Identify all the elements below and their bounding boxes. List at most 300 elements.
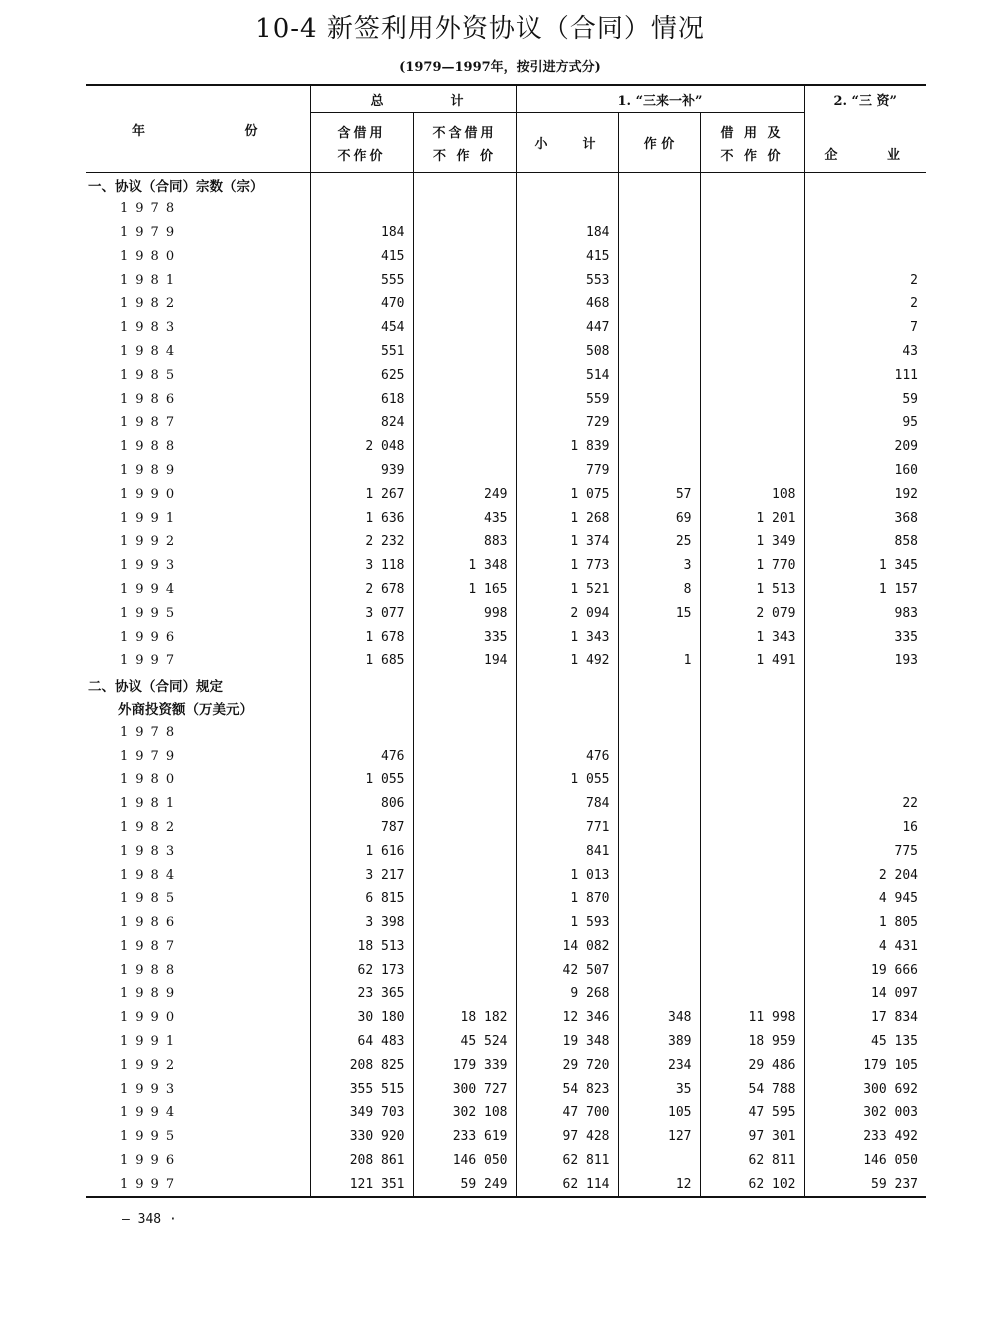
value-cell — [700, 958, 804, 982]
year-cell: 1978 — [120, 201, 182, 217]
value-cell: 559 — [516, 387, 618, 411]
value-cell: 95 — [804, 411, 926, 435]
value-cell — [618, 268, 700, 292]
total-excl-header: 不含借用 不 作 价 — [413, 113, 516, 173]
value-cell — [700, 792, 804, 816]
value-cell: 355 515 — [310, 1077, 413, 1101]
value-cell: 300 692 — [804, 1077, 926, 1101]
value-cell — [700, 982, 804, 1006]
value-cell: 1 805 — [804, 911, 926, 935]
value-cell — [700, 316, 804, 340]
value-cell: 29 486 — [700, 1053, 804, 1077]
value-cell — [413, 839, 516, 863]
value-cell — [413, 340, 516, 364]
value-cell: 12 346 — [516, 1006, 618, 1030]
value-cell — [413, 887, 516, 911]
value-cell: 2 079 — [700, 601, 804, 625]
value-cell: 43 — [804, 340, 926, 364]
value-cell: 2 232 — [310, 530, 413, 554]
table-row — [86, 1077, 926, 1101]
year-cell: 1993 — [120, 1081, 182, 1097]
value-cell: 1 201 — [700, 506, 804, 530]
year-cell: 1995 — [120, 1129, 182, 1145]
value-cell: 97 428 — [516, 1125, 618, 1149]
value-cell: 841 — [516, 839, 618, 863]
year-cell: 1996 — [120, 629, 182, 645]
table-row — [86, 768, 926, 792]
value-cell — [700, 816, 804, 840]
table-row — [86, 982, 926, 1006]
page-title: 10-4 新签利用外资协议（合同）情况 — [255, 14, 705, 44]
value-cell — [804, 768, 926, 792]
value-cell: 62 102 — [700, 1172, 804, 1197]
page-subtitle: (1979—1997年，按引进方式分) — [399, 60, 601, 75]
year-cell: 1983 — [120, 843, 182, 859]
value-cell: 233 492 — [804, 1125, 926, 1149]
value-cell: 9 268 — [516, 982, 618, 1006]
value-cell: 18 513 — [310, 935, 413, 959]
value-cell: 1 013 — [516, 863, 618, 887]
value-cell: 4 945 — [804, 887, 926, 911]
value-cell: 1 616 — [310, 839, 413, 863]
value-cell: 59 237 — [804, 1172, 926, 1197]
value-cell — [700, 887, 804, 911]
value-cell: 939 — [310, 459, 413, 483]
table-row — [86, 221, 926, 245]
value-cell — [413, 982, 516, 1006]
value-cell — [413, 363, 516, 387]
value-cell: 1 685 — [310, 649, 413, 673]
value-cell — [618, 459, 700, 483]
value-cell: 1 839 — [516, 435, 618, 459]
value-cell: 23 365 — [310, 982, 413, 1006]
value-cell: 784 — [516, 792, 618, 816]
section-label: 一、协议（合同）宗数（宗） — [88, 178, 264, 195]
value-cell: 415 — [516, 244, 618, 268]
value-cell — [618, 863, 700, 887]
value-cell — [516, 197, 618, 221]
table-row — [86, 435, 926, 459]
value-cell: 330 920 — [310, 1125, 413, 1149]
value-cell: 348 — [618, 1006, 700, 1030]
value-cell: 335 — [804, 625, 926, 649]
value-cell: 1 593 — [516, 911, 618, 935]
table-row — [86, 935, 926, 959]
value-cell: 193 — [804, 649, 926, 673]
value-cell: 127 — [618, 1125, 700, 1149]
value-cell — [618, 958, 700, 982]
value-cell: 476 — [516, 744, 618, 768]
sanlai-header: 1. “三来一补” — [516, 85, 804, 113]
value-cell: 18 959 — [700, 1030, 804, 1054]
year-cell: 1988 — [120, 962, 182, 978]
value-cell: 19 348 — [516, 1030, 618, 1054]
value-cell: 1 513 — [700, 578, 804, 602]
year-cell: 1984 — [120, 343, 182, 359]
value-cell — [516, 720, 618, 744]
value-cell — [618, 720, 700, 744]
data-table — [86, 84, 926, 1198]
value-cell — [804, 720, 926, 744]
value-cell: 15 — [618, 601, 700, 625]
value-cell: 476 — [310, 744, 413, 768]
value-cell: 146 050 — [804, 1149, 926, 1173]
value-cell: 349 703 — [310, 1101, 413, 1125]
table-row — [86, 1149, 926, 1173]
value-cell: 6 815 — [310, 887, 413, 911]
value-cell: 108 — [700, 482, 804, 506]
table-row — [86, 625, 926, 649]
year-cell: 1980 — [120, 772, 182, 788]
value-cell: 368 — [804, 506, 926, 530]
table-row — [86, 316, 926, 340]
value-cell — [618, 816, 700, 840]
year-cell: 1994 — [120, 581, 182, 597]
value-cell — [618, 982, 700, 1006]
value-cell: 2 048 — [310, 435, 413, 459]
table-row — [86, 816, 926, 840]
value-cell: 57 — [618, 482, 700, 506]
year-cell: 1993 — [120, 558, 182, 574]
value-cell: 17 834 — [804, 1006, 926, 1030]
value-cell — [700, 221, 804, 245]
value-cell: 775 — [804, 839, 926, 863]
value-cell: 806 — [310, 792, 413, 816]
sanzi-sub-header: 企 业 — [804, 113, 926, 173]
value-cell: 3 077 — [310, 601, 413, 625]
value-cell: 824 — [310, 411, 413, 435]
value-cell — [618, 1149, 700, 1173]
value-cell: 1 678 — [310, 625, 413, 649]
table-row — [86, 1053, 926, 1077]
year-cell: 1988 — [120, 439, 182, 455]
year-cell: 1989 — [120, 986, 182, 1002]
page-number: — 348 · — [122, 1212, 177, 1227]
value-cell: 1 492 — [516, 649, 618, 673]
value-cell: 2 094 — [516, 601, 618, 625]
value-cell — [413, 292, 516, 316]
value-cell: 184 — [516, 221, 618, 245]
value-cell: 555 — [310, 268, 413, 292]
year-cell: 1989 — [120, 462, 182, 478]
table-row — [86, 459, 926, 483]
value-cell: 160 — [804, 459, 926, 483]
value-cell: 184 — [310, 221, 413, 245]
value-cell — [700, 197, 804, 221]
table-row — [86, 197, 926, 221]
value-cell: 300 727 — [413, 1077, 516, 1101]
value-cell — [618, 244, 700, 268]
value-cell: 1 267 — [310, 482, 413, 506]
value-cell: 30 180 — [310, 1006, 413, 1030]
year-cell: 1996 — [120, 1153, 182, 1169]
section-header-row — [86, 697, 926, 721]
value-cell: 42 507 — [516, 958, 618, 982]
value-cell: 54 788 — [700, 1077, 804, 1101]
value-cell — [700, 744, 804, 768]
value-cell: 62 173 — [310, 958, 413, 982]
value-cell: 2 — [804, 292, 926, 316]
year-cell: 1982 — [120, 819, 182, 835]
table-row — [86, 387, 926, 411]
value-cell: 111 — [804, 363, 926, 387]
value-cell — [700, 459, 804, 483]
value-cell — [618, 435, 700, 459]
value-cell — [413, 720, 516, 744]
year-cell: 1984 — [120, 867, 182, 883]
value-cell — [310, 720, 413, 744]
value-cell: 8 — [618, 578, 700, 602]
year-cell: 1979 — [120, 224, 182, 240]
value-cell — [413, 459, 516, 483]
value-cell — [700, 411, 804, 435]
value-cell — [413, 911, 516, 935]
table-row — [86, 244, 926, 268]
value-cell — [700, 720, 804, 744]
value-cell: 2 678 — [310, 578, 413, 602]
value-cell: 1 343 — [700, 625, 804, 649]
table-row — [86, 1030, 926, 1054]
value-cell — [618, 935, 700, 959]
value-cell: 62 811 — [700, 1149, 804, 1173]
value-cell — [700, 768, 804, 792]
table-row — [86, 482, 926, 506]
value-cell: 468 — [516, 292, 618, 316]
year-header: 年 份 — [86, 85, 310, 173]
value-cell — [618, 340, 700, 364]
value-cell: 11 998 — [700, 1006, 804, 1030]
value-cell: 508 — [516, 340, 618, 364]
year-cell: 1997 — [120, 653, 182, 669]
table-row — [86, 292, 926, 316]
value-cell — [413, 816, 516, 840]
value-cell: 858 — [804, 530, 926, 554]
value-cell: 389 — [618, 1030, 700, 1054]
value-cell — [804, 744, 926, 768]
value-cell: 1 773 — [516, 554, 618, 578]
value-cell: 1 165 — [413, 578, 516, 602]
year-cell: 1986 — [120, 915, 182, 931]
value-cell: 1 491 — [700, 649, 804, 673]
value-cell — [413, 958, 516, 982]
value-cell — [618, 887, 700, 911]
value-cell: 19 666 — [804, 958, 926, 982]
value-cell: 302 003 — [804, 1101, 926, 1125]
value-cell: 779 — [516, 459, 618, 483]
table-row — [86, 340, 926, 364]
value-cell — [618, 911, 700, 935]
value-cell: 447 — [516, 316, 618, 340]
table-row — [86, 530, 926, 554]
value-cell: 1 075 — [516, 482, 618, 506]
value-cell: 1 157 — [804, 578, 926, 602]
zuojia-header: 作 价 — [618, 113, 700, 173]
year-cell: 1991 — [120, 510, 182, 526]
value-cell: 69 — [618, 506, 700, 530]
value-cell: 62 811 — [516, 1149, 618, 1173]
value-cell: 3 398 — [310, 911, 413, 935]
value-cell: 18 182 — [413, 1006, 516, 1030]
value-cell: 192 — [804, 482, 926, 506]
value-cell — [413, 268, 516, 292]
year-cell: 1987 — [120, 415, 182, 431]
table-row — [86, 720, 926, 744]
value-cell: 59 — [804, 387, 926, 411]
value-cell: 45 524 — [413, 1030, 516, 1054]
table-row — [86, 1101, 926, 1125]
value-cell — [618, 387, 700, 411]
year-cell: 1995 — [120, 605, 182, 621]
value-cell: 194 — [413, 649, 516, 673]
value-cell — [413, 197, 516, 221]
year-cell: 1992 — [120, 534, 182, 550]
value-cell: 1 345 — [804, 554, 926, 578]
table-row — [86, 578, 926, 602]
value-cell: 64 483 — [310, 1030, 413, 1054]
value-cell — [804, 197, 926, 221]
value-cell — [804, 221, 926, 245]
value-cell: 1 374 — [516, 530, 618, 554]
value-cell: 12 — [618, 1172, 700, 1197]
value-cell: 302 108 — [413, 1101, 516, 1125]
section-label: 外商投资额（万美元） — [118, 702, 253, 719]
value-cell: 1 343 — [516, 625, 618, 649]
value-cell: 25 — [618, 530, 700, 554]
value-cell — [413, 316, 516, 340]
year-cell: 1986 — [120, 391, 182, 407]
value-cell: 47 595 — [700, 1101, 804, 1125]
table-row — [86, 649, 926, 673]
value-cell — [413, 744, 516, 768]
value-cell — [413, 863, 516, 887]
value-cell — [413, 411, 516, 435]
value-cell — [700, 863, 804, 887]
value-cell: 7 — [804, 316, 926, 340]
value-cell: 35 — [618, 1077, 700, 1101]
value-cell — [618, 363, 700, 387]
table-body — [86, 173, 926, 1198]
value-cell: 551 — [310, 340, 413, 364]
value-cell: 553 — [516, 268, 618, 292]
table-row — [86, 839, 926, 863]
value-cell: 1 268 — [516, 506, 618, 530]
value-cell: 54 823 — [516, 1077, 618, 1101]
value-cell: 14 097 — [804, 982, 926, 1006]
value-cell: 121 351 — [310, 1172, 413, 1197]
year-cell: 1985 — [120, 891, 182, 907]
value-cell: 105 — [618, 1101, 700, 1125]
sanzi-header: 2. “三 资” — [804, 85, 926, 113]
year-cell: 1979 — [120, 748, 182, 764]
value-cell: 514 — [516, 363, 618, 387]
value-cell: 209 — [804, 435, 926, 459]
value-cell — [618, 625, 700, 649]
year-cell: 1994 — [120, 1105, 182, 1121]
year-cell: 1981 — [120, 272, 182, 288]
value-cell: 1 055 — [516, 768, 618, 792]
year-cell: 1997 — [120, 1176, 182, 1192]
value-cell: 618 — [310, 387, 413, 411]
value-cell: 1 055 — [310, 768, 413, 792]
section-header-row — [86, 673, 926, 697]
value-cell — [618, 292, 700, 316]
value-cell — [700, 244, 804, 268]
value-cell: 787 — [310, 816, 413, 840]
year-cell: 1991 — [120, 1034, 182, 1050]
value-cell: 435 — [413, 506, 516, 530]
year-cell: 1987 — [120, 938, 182, 954]
value-cell: 1 — [618, 649, 700, 673]
value-cell: 1 521 — [516, 578, 618, 602]
value-cell: 179 105 — [804, 1053, 926, 1077]
value-cell — [618, 768, 700, 792]
value-cell: 470 — [310, 292, 413, 316]
value-cell: 998 — [413, 601, 516, 625]
table-row — [86, 958, 926, 982]
year-cell: 1985 — [120, 367, 182, 383]
value-cell: 625 — [310, 363, 413, 387]
value-cell — [413, 768, 516, 792]
value-cell: 208 861 — [310, 1149, 413, 1173]
table-row — [86, 1125, 926, 1149]
value-cell: 1 348 — [413, 554, 516, 578]
value-cell: 883 — [413, 530, 516, 554]
value-cell: 3 118 — [310, 554, 413, 578]
year-cell: 1992 — [120, 1057, 182, 1073]
table-row — [86, 744, 926, 768]
value-cell: 1 870 — [516, 887, 618, 911]
borrow-header: 借 用 及 不 作 价 — [700, 113, 804, 173]
year-cell: 1980 — [120, 248, 182, 264]
table-row — [86, 863, 926, 887]
value-cell: 45 135 — [804, 1030, 926, 1054]
table-row — [86, 1172, 926, 1197]
value-cell: 234 — [618, 1053, 700, 1077]
total-header: 总 计 — [310, 85, 516, 113]
value-cell: 1 770 — [700, 554, 804, 578]
value-cell — [618, 792, 700, 816]
value-cell: 16 — [804, 816, 926, 840]
subtotal-header: 小 计 — [516, 113, 618, 173]
value-cell — [618, 221, 700, 245]
value-cell: 29 720 — [516, 1053, 618, 1077]
value-cell — [700, 935, 804, 959]
table-row — [86, 363, 926, 387]
year-cell: 1982 — [120, 296, 182, 312]
value-cell — [413, 435, 516, 459]
value-cell: 62 114 — [516, 1172, 618, 1197]
value-cell: 14 082 — [516, 935, 618, 959]
year-cell: 1981 — [120, 796, 182, 812]
value-cell — [310, 197, 413, 221]
table-row — [86, 792, 926, 816]
value-cell — [700, 911, 804, 935]
value-cell: 233 619 — [413, 1125, 516, 1149]
value-cell: 146 050 — [413, 1149, 516, 1173]
value-cell — [700, 363, 804, 387]
table-row — [86, 601, 926, 625]
year-cell: 1983 — [120, 320, 182, 336]
value-cell: 3 217 — [310, 863, 413, 887]
total-incl-header: 含借用 不作价 — [310, 113, 413, 173]
year-cell: 1990 — [120, 486, 182, 502]
value-cell — [700, 340, 804, 364]
table-row — [86, 268, 926, 292]
value-cell — [413, 221, 516, 245]
value-cell: 208 825 — [310, 1053, 413, 1077]
value-cell: 1 349 — [700, 530, 804, 554]
section-header-row — [86, 173, 926, 197]
